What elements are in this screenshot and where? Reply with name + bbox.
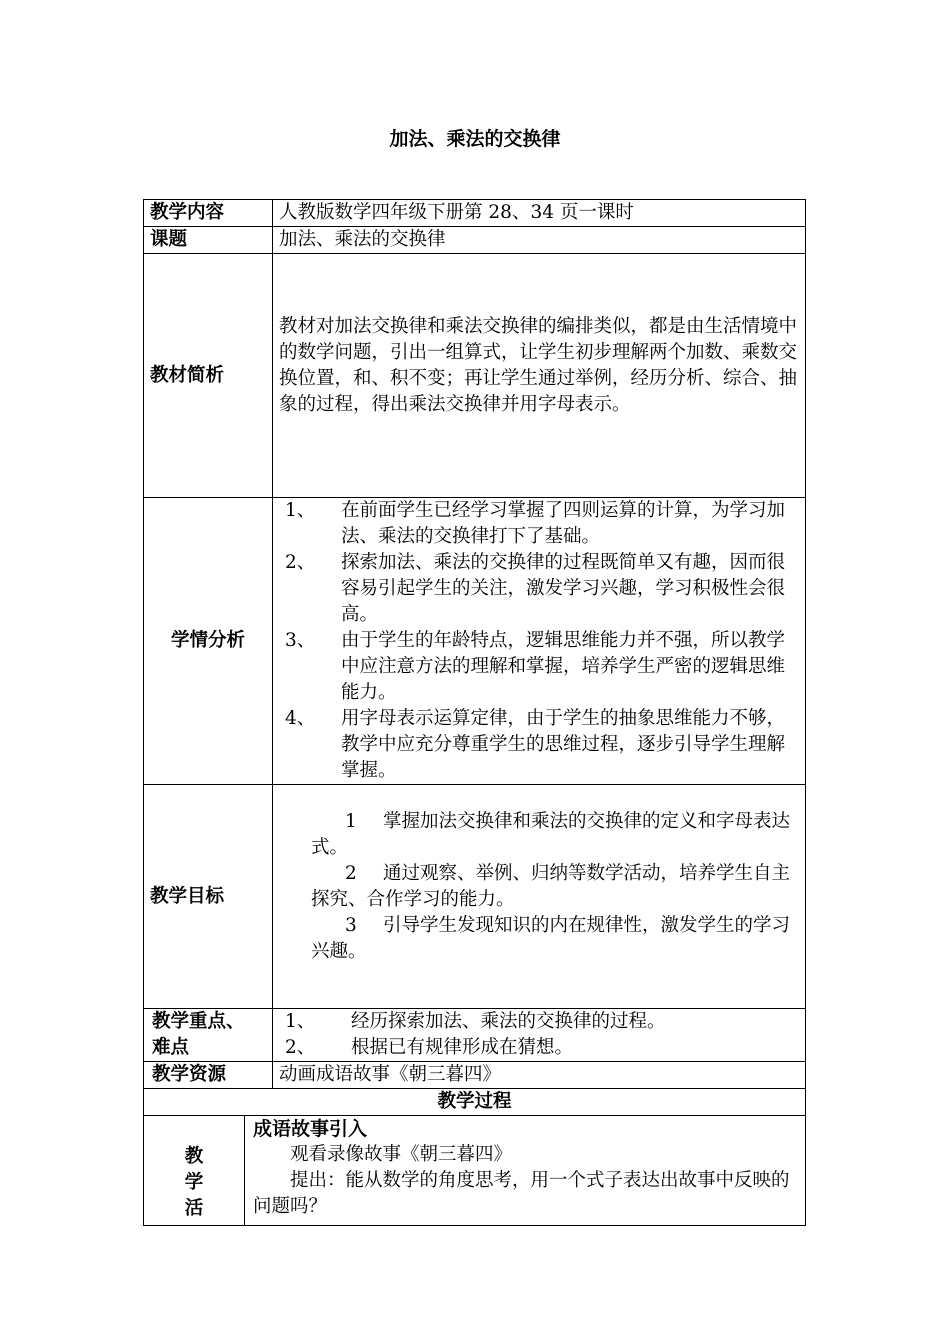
label-goals: 教学目标 — [144, 785, 273, 1009]
process-content — [245, 1116, 806, 1226]
lesson-plan-table — [143, 199, 806, 1226]
row-content — [144, 200, 806, 227]
value-resources: 动画成语故事《朝三暮四》 — [273, 1062, 806, 1089]
row-topic — [144, 227, 806, 254]
list-item: 4、 用字母表示运算定律，由于学生的抽象思维能力不够，教学中应充分尊重学生的思维过程，逐步引导学生理解掌握。 — [285, 708, 786, 781]
row-process-activity — [144, 1116, 806, 1226]
students-list — [279, 498, 799, 784]
label-keypoints: 教学重点、 难点 — [144, 1009, 273, 1062]
keypoints-list — [279, 1009, 799, 1061]
list-item: 3 引导学生发现知识的内在规律性，激发学生的学习兴趣。 — [311, 915, 791, 962]
row-resources — [144, 1062, 806, 1089]
row-textbook — [144, 254, 806, 498]
label-textbook: 教材简析 — [144, 254, 273, 498]
row-keypoints — [144, 1009, 806, 1062]
value-content: 人教版数学四年级下册第 28、34 页一课时 — [273, 200, 806, 227]
row-process-heading — [144, 1089, 806, 1116]
label-students: 学情分析 — [144, 498, 273, 785]
list-item: 1、 在前面学生已经学习掌握了四则运算的计算，为学习加法、乘法的交换律打下了基础。 — [285, 500, 786, 547]
label-topic: 课题 — [144, 227, 273, 254]
textbook-analysis-text: 教材对加法交换律和乘法交换律的编排类似，都是由生活情境中的数学问题，引出一组算式，让学生初步理解两个加数、乘数交换位置，和、积不变；再让学生通过举例，经历分析、综合、抽象的过程，得出乘法交换律并用字母表示。 — [279, 316, 798, 415]
value-goals — [273, 785, 806, 1009]
value-textbook — [273, 254, 806, 498]
row-goals — [144, 785, 806, 1009]
value-keypoints — [273, 1009, 806, 1062]
process-heading: 教学过程 — [144, 1089, 806, 1116]
process-side-label: 教 学 活 — [144, 1116, 245, 1226]
page-title: 加法、乘法的交换律 — [389, 128, 561, 150]
list-item: 2 通过观察、举例、归纳等数学活动，培养学生自主探究、合作学习的能力。 — [311, 863, 791, 910]
label-resources: 教学资源 — [144, 1062, 273, 1089]
label-content: 教学内容 — [144, 200, 273, 227]
row-students — [144, 498, 806, 785]
value-students — [273, 498, 806, 785]
list-item: 1 掌握加法交换律和乘法的交换律的定义和字母表达式。 — [311, 811, 791, 858]
list-item: 1、 经历探索加法、乘法的交换律的过程。 — [285, 1011, 666, 1032]
value-topic: 加法、乘法的交换律 — [273, 227, 806, 254]
list-item: 2、 探索加法、乘法的交换律的过程既简单又有趣，因而很容易引起学生的关注，激发学习兴趣，学习积极性会很高。 — [285, 552, 786, 625]
list-item: 3、 由于学生的年龄特点，逻辑思维能力并不强，所以教学中应注意方法的理解和掌握，培养学生严密的逻辑思维能力。 — [285, 630, 786, 703]
process-line: 观看录像故事《朝三暮四》 — [290, 1144, 513, 1165]
section-title: 成语故事引入 — [253, 1118, 368, 1140]
process-line: 提出：能从数学的角度思考，用一个式子表达出故事中反映的问题吗？ — [253, 1170, 790, 1217]
list-item: 2、 根据已有规律形成在猜想。 — [285, 1037, 574, 1058]
